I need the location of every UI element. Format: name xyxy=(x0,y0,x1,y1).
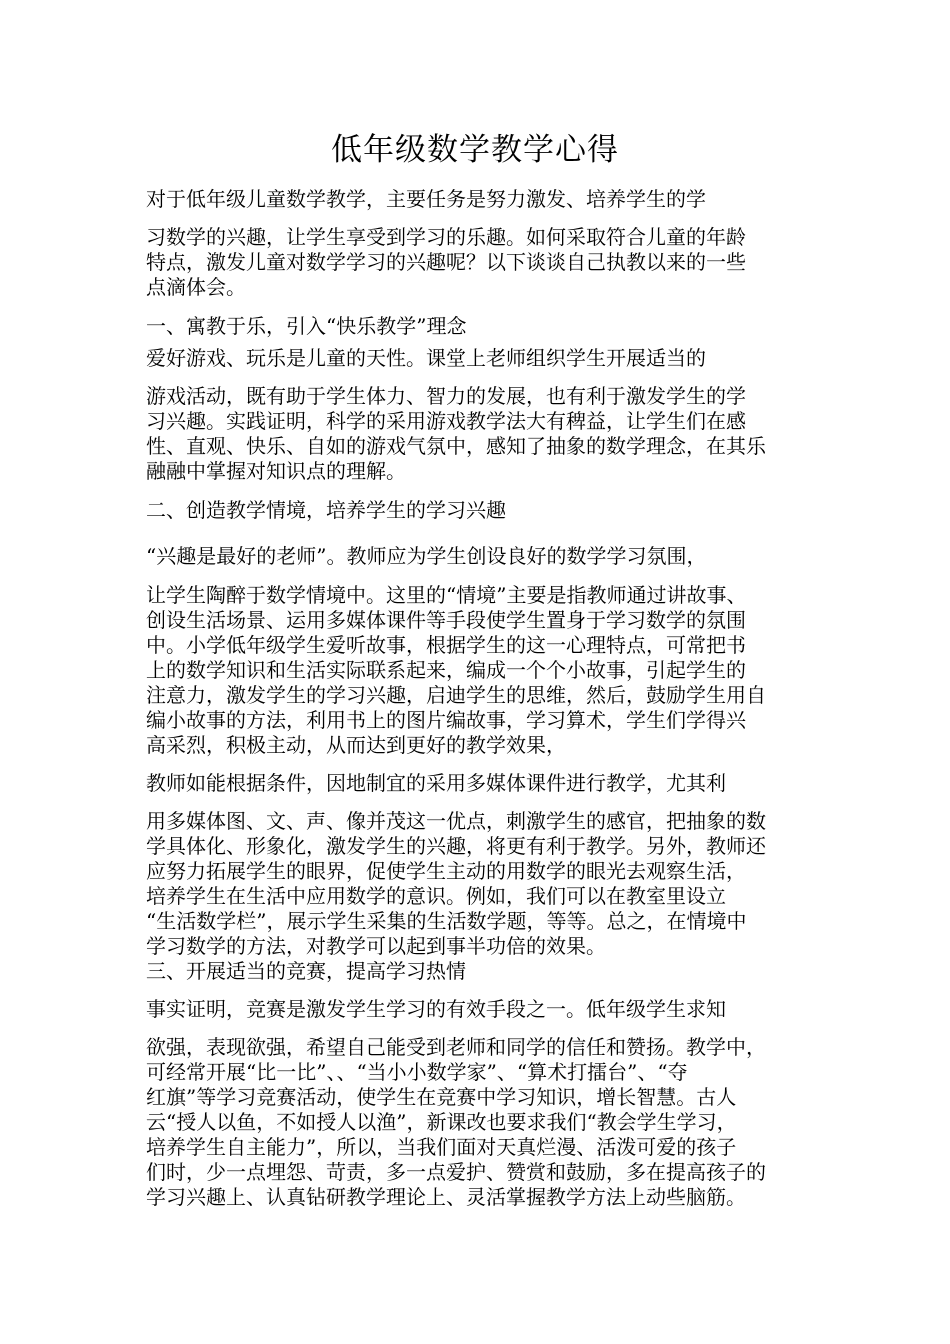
paragraph-line: 特点，激发儿童对数学学习的兴趣呢？以下谈谈自己执教以来的一些 xyxy=(146,250,746,274)
paragraph-line: 点滴体会。 xyxy=(146,275,246,299)
section-heading: 二、创造教学情境，培养学生的学习兴趣 xyxy=(146,498,506,522)
paragraph-line: 注意力，激发学生的学习兴趣，启迪学生的思维，然后，鼓励学生用自 xyxy=(146,683,766,707)
paragraph-line: “兴趣是最好的老师”。教师应为学生创设良好的数学学习氛围， xyxy=(146,544,707,568)
paragraph-line: 对于低年级儿童数学教学，主要任务是努力激发、培养学生的学 xyxy=(146,187,706,211)
paragraph-line: 应努力拓展学生的眼界，促使学生主动的用数学的眼光去观察生活， xyxy=(146,859,746,883)
paragraph-line: 可经常开展“比一比”、、“当小小数学家”、“算术打擂台”、“夺 xyxy=(146,1060,688,1084)
paragraph-line: 爱好游戏、玩乐是儿童的天性。课堂上老师组织学生开展适当的 xyxy=(146,346,706,370)
paragraph-line: 学习数学的方法，对教学可以起到事半功倍的效果。 xyxy=(146,934,606,958)
paragraph-line: 培养学生自主能力”，所以，当我们面对天真烂漫、活泼可爱的孩子 xyxy=(146,1135,737,1159)
paragraph-line: 中。小学低年级学生爱听故事，根据学生的这一心理特点，可常把书 xyxy=(146,633,746,657)
section-heading: 三、开展适当的竞赛，提高学习热情 xyxy=(146,959,466,983)
document-title: 低年级数学教学心得 xyxy=(331,132,619,168)
paragraph-line: 用多媒体图、文、声、像并茂这一优点，刺激学生的感官，把抽象的数 xyxy=(146,809,766,833)
paragraph-line: 习兴趣。实践证明，科学的采用游戏教学法大有稗益，让学生们在感 xyxy=(146,409,746,433)
paragraph-line: “生活数学栏”，展示学生采集的生活数学题，等等。总之，在情境中 xyxy=(146,909,747,933)
paragraph-line: 欲强，表现欲强，希望自己能受到老师和同学的信任和赞扬。教学中， xyxy=(146,1035,766,1059)
paragraph-line: 教师如能根据条件，因地制宜的采用多媒体课件进行教学，尤其利 xyxy=(146,771,726,795)
paragraph-line: 习数学的兴趣，让学生享受到学习的乐趣。如何采取符合儿童的年龄 xyxy=(146,225,746,249)
paragraph-line: 高采烈，积极主动，从而达到更好的教学效果， xyxy=(146,733,566,757)
paragraph-line: 创设生活场景、运用多媒体课件等手段使学生置身于学习数学的氛围 xyxy=(146,608,746,632)
paragraph-line: 云“授人以鱼，不如授人以渔”，新课改也要求我们“教会学生学习， xyxy=(146,1110,737,1134)
paragraph-line: 红旗”等学习竞赛活动，使学生在竞赛中学习知识，增长智慧。古人 xyxy=(146,1085,737,1109)
paragraph-line: 学习兴趣上、认真钻研教学理论上、灵活掌握教学方法上动些脑筋。 xyxy=(146,1185,746,1209)
paragraph-line: 事实证明，竞赛是激发学生学习的有效手段之一。低年级学生求知 xyxy=(146,997,726,1021)
paragraph-line: 游戏活动，既有助于学生体力、智力的发展，也有利于激发学生的学 xyxy=(146,384,746,408)
paragraph-line: 编小故事的方法，利用书上的图片编故事，学习算术，学生们学得兴 xyxy=(146,708,746,732)
paragraph-line: 培养学生在生活中应用数学的意识。例如，我们可以在教室里设立 xyxy=(146,884,726,908)
section-heading: 一、寓教于乐，引入“快乐教学”理念 xyxy=(146,314,467,338)
paragraph-line: 学具体化、形象化，激发学生的兴趣，将更有利于教学。另外，教师还 xyxy=(146,834,766,858)
paragraph-line: 们时，少一点埋怨、苛责，多一点爱护、赞赏和鼓励，多在提高孩子的 xyxy=(146,1160,766,1184)
paragraph-line: 性、直观、快乐、自如的游戏气氛中，感知了抽象的数学理念，在其乐 xyxy=(146,434,766,458)
paragraph-line: 让学生陶醉于数学情境中。这里的“情境”主要是指教师通过讲故事、 xyxy=(146,583,747,607)
paragraph-line: 上的数学知识和生活实际联系起来，编成一个个小故事，引起学生的 xyxy=(146,658,746,682)
paragraph-line: 融融中掌握对知识点的理解。 xyxy=(146,459,406,483)
